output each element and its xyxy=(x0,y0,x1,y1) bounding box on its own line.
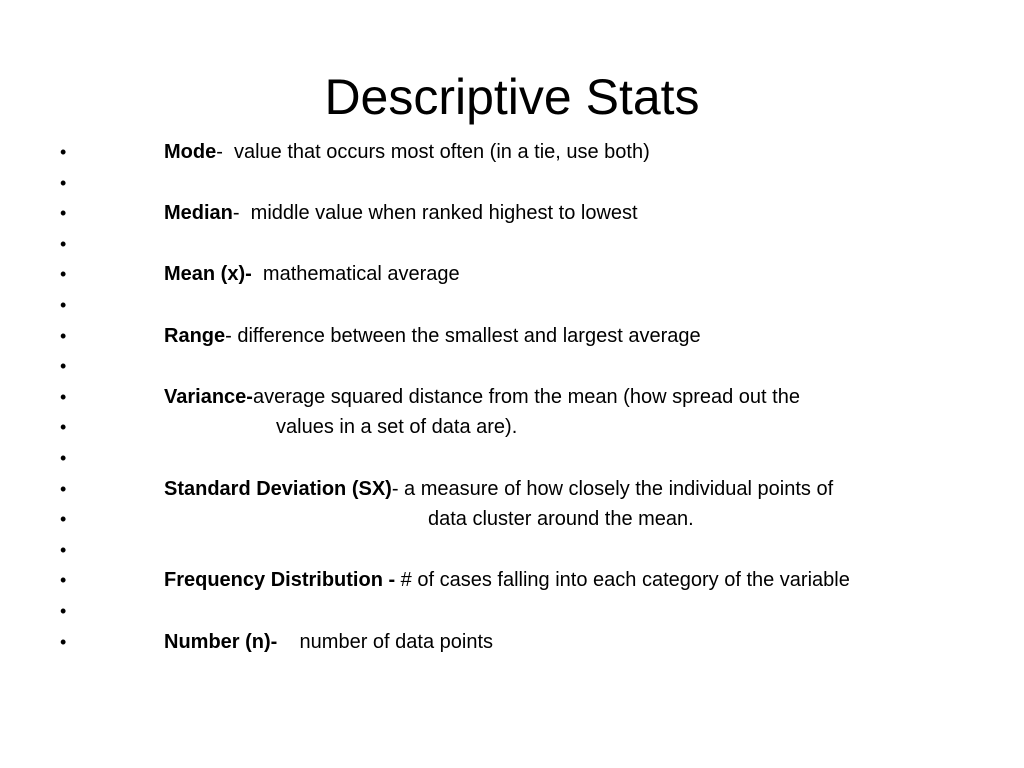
bullet-icon: • xyxy=(60,325,67,346)
term-label: Mean (x)- xyxy=(164,263,252,286)
list-item-text xyxy=(164,198,638,229)
term-label: Median xyxy=(164,202,233,225)
list-item-continuation xyxy=(0,412,1024,443)
list-item xyxy=(0,382,1024,413)
list-item-empty xyxy=(0,229,1024,260)
term-label: Number (n)- xyxy=(164,630,278,653)
term-description: - difference between the smallest and largest average xyxy=(225,324,701,347)
bullet-icon: • xyxy=(60,294,67,315)
slide-title: Descriptive Stats xyxy=(324,69,700,125)
term-description: average squared distance from the mean (how spread out the xyxy=(252,385,800,408)
term-label: Range xyxy=(164,324,226,347)
list-item-empty xyxy=(0,535,1024,566)
list-item-empty xyxy=(0,443,1024,474)
term-label: Mode xyxy=(164,141,217,163)
bullet-icon: • xyxy=(60,233,67,254)
list-item-text xyxy=(164,382,800,413)
bullet-icon: • xyxy=(60,356,67,377)
list-item xyxy=(0,321,1024,352)
term-description: - a measure of how closely the individual points of xyxy=(391,477,834,500)
list-item-text xyxy=(164,565,850,596)
term-label: Frequency Distribution - xyxy=(164,569,396,592)
term-label: Variance- xyxy=(164,385,253,408)
term-description: - middle value when ranked highest to lowest xyxy=(232,202,638,225)
bullet-list xyxy=(0,137,1024,657)
list-item-empty xyxy=(0,351,1024,382)
list-item xyxy=(0,198,1024,229)
bullet-icon: • xyxy=(60,386,67,407)
bullet-icon: • xyxy=(60,142,67,162)
bullet-icon: • xyxy=(60,417,67,438)
list-item-empty xyxy=(0,596,1024,627)
term-description: number of data points xyxy=(277,630,494,653)
bullet-icon: • xyxy=(60,478,67,499)
bullet-icon: • xyxy=(60,509,67,530)
list-item-text xyxy=(164,259,460,290)
bullet-icon: • xyxy=(60,631,67,652)
bullet-icon: • xyxy=(60,203,67,224)
term-label: Standard Deviation (SX) xyxy=(164,477,392,500)
list-item-text xyxy=(164,321,701,352)
bullet-icon: • xyxy=(60,600,67,621)
list-item xyxy=(0,474,1024,505)
list-item xyxy=(0,565,1024,596)
list-item-empty xyxy=(0,168,1024,199)
bullet-icon: • xyxy=(60,539,67,560)
term-description-continued: data cluster around the mean. xyxy=(428,508,694,531)
list-item-text xyxy=(164,137,650,168)
term-description: mathematical average xyxy=(251,263,460,286)
list-item xyxy=(0,259,1024,290)
bullet-icon: • xyxy=(60,172,67,193)
term-description-continued: values in a set of data are). xyxy=(276,416,518,439)
bullet-icon: • xyxy=(60,570,67,591)
bullet-icon: • xyxy=(60,264,67,285)
bullet-icon: • xyxy=(60,447,67,468)
term-description: # of cases falling into each category of the variable xyxy=(395,569,850,592)
list-item-text xyxy=(164,627,493,658)
list-item-empty xyxy=(0,290,1024,321)
term-description: - value that occurs most often (in a tie, use both) xyxy=(216,141,650,163)
list-item xyxy=(0,137,1024,168)
list-item-text xyxy=(164,474,833,505)
list-item-continuation xyxy=(0,504,1024,535)
list-item xyxy=(0,627,1024,658)
